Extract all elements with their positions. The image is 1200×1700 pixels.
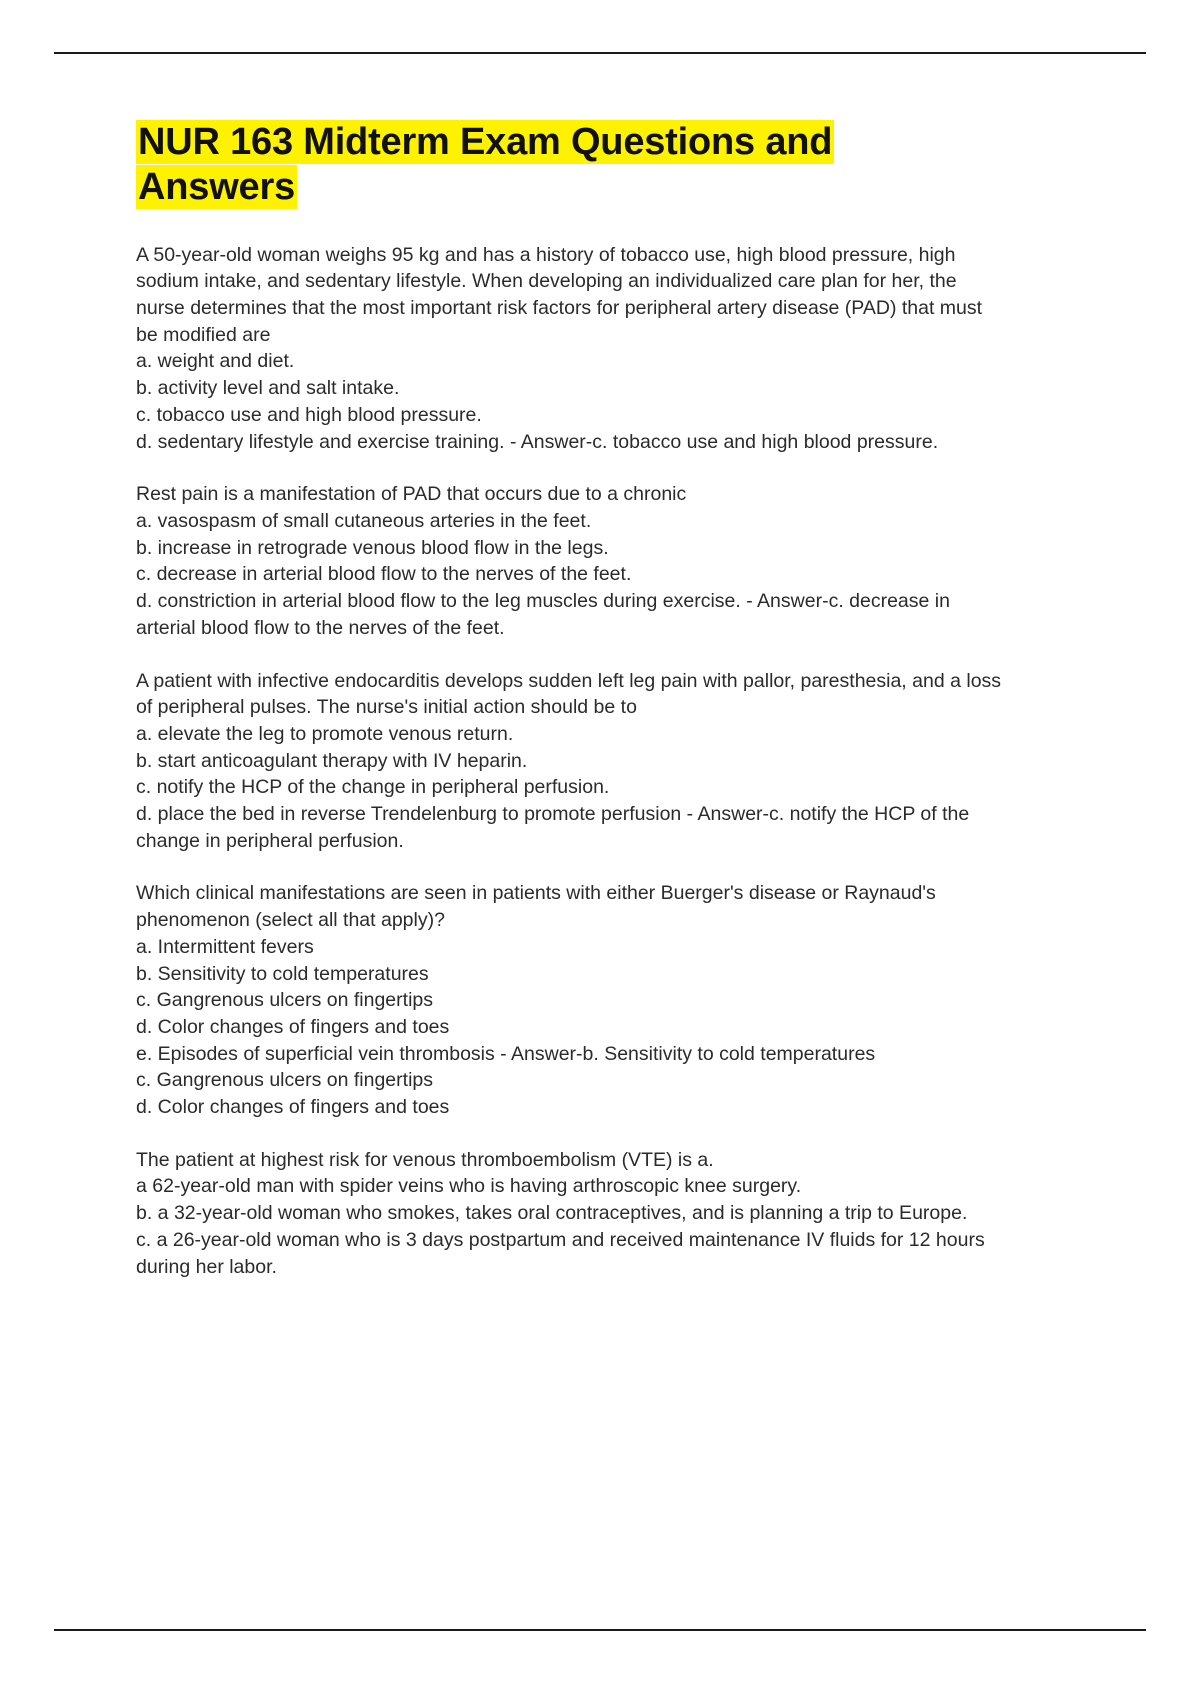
answer-key-extra: d. Color changes of fingers and toes bbox=[136, 1096, 450, 1119]
question-block-3 bbox=[136, 668, 1002, 855]
answer-option: b. increase in retrograde venous blood flow in the legs. bbox=[136, 536, 609, 559]
question-list bbox=[136, 242, 1002, 1281]
question-block-1 bbox=[136, 242, 1002, 456]
question-stem: Which clinical manifestations are seen in patients with either Buerger's disease or Raynaud's phenomenon (select all that apply)? bbox=[136, 882, 936, 932]
document-content bbox=[136, 120, 1002, 1280]
answer-option: a. Intermittent fevers bbox=[136, 935, 314, 958]
page-title-line-2: Answers bbox=[138, 165, 296, 208]
answer-option: c. notify the HCP of the change in peripheral perfusion. bbox=[136, 776, 610, 799]
answer-option: b. activity level and salt intake. bbox=[136, 377, 400, 400]
page-title bbox=[136, 120, 1002, 210]
question-stem: A 50-year-old woman weighs 95 kg and has a history of tobacco use, high blood pressure, high sodium intake, and sedentary lifestyle. When developing an individualized care plan for her, the nurse determines that the most important risk factors for peripheral artery disease (PAD) that must be modified are bbox=[136, 243, 983, 346]
answer-key-extra: c. Gangrenous ulcers on fingertips bbox=[136, 1069, 433, 1092]
answer-option-with-key: d. place the bed in reverse Trendelenburg to promote perfusion - Answer-c. notify the HCP of the change in peripheral perfusion. bbox=[136, 803, 970, 852]
answer-option-with-key: e. Episodes of superficial vein thrombosis - Answer-b. Sensitivity to cold temperatures bbox=[136, 1042, 876, 1065]
answer-option: d. Color changes of fingers and toes bbox=[136, 1015, 450, 1038]
answer-option-with-key: d. sedentary lifestyle and exercise training. - Answer-c. tobacco use and high blood pressure. bbox=[136, 430, 939, 453]
answer-option: a. weight and diet. bbox=[136, 350, 295, 373]
answer-option: c. tobacco use and high blood pressure. bbox=[136, 403, 482, 426]
answer-option: c. a 26-year-old woman who is 3 days postpartum and received maintenance IV fluids for 12 hours during her labor. bbox=[136, 1228, 985, 1278]
question-block-5 bbox=[136, 1147, 1002, 1281]
question-stem: The patient at highest risk for venous thromboembolism (VTE) is a. bbox=[136, 1148, 714, 1171]
question-stem: A patient with infective endocarditis develops sudden left leg pain with pallor, paresthesia, and a loss of peripheral pulses. The nurse's initial action should be to bbox=[136, 669, 1002, 719]
answer-option: b. Sensitivity to cold temperatures bbox=[136, 962, 429, 985]
answer-option: a 62-year-old man with spider veins who is having arthroscopic knee surgery. bbox=[136, 1175, 802, 1198]
question-stem: Rest pain is a manifestation of PAD that occurs due to a chronic bbox=[136, 483, 687, 506]
answer-option-with-key: d. constriction in arterial blood flow to the leg muscles during exercise. - Answer-c. decrease in arterial blood flow to the nerves of the feet. bbox=[136, 590, 950, 639]
answer-option: a. elevate the leg to promote venous return. bbox=[136, 722, 514, 745]
question-block-4 bbox=[136, 880, 1002, 1120]
answer-option: c. decrease in arterial blood flow to the nerves of the feet. bbox=[136, 563, 632, 586]
answer-option: a. vasospasm of small cutaneous arteries in the feet. bbox=[136, 509, 592, 532]
footer-divider bbox=[54, 1629, 1146, 1631]
answer-option: b. start anticoagulant therapy with IV heparin. bbox=[136, 749, 528, 772]
question-block-2 bbox=[136, 481, 1002, 641]
answer-option: b. a 32-year-old woman who smokes, takes oral contraceptives, and is planning a trip to Europe. bbox=[136, 1202, 968, 1225]
header-divider bbox=[54, 52, 1146, 54]
answer-option: c. Gangrenous ulcers on fingertips bbox=[136, 989, 433, 1012]
page-title-line-1: NUR 163 Midterm Exam Questions and bbox=[138, 121, 833, 163]
